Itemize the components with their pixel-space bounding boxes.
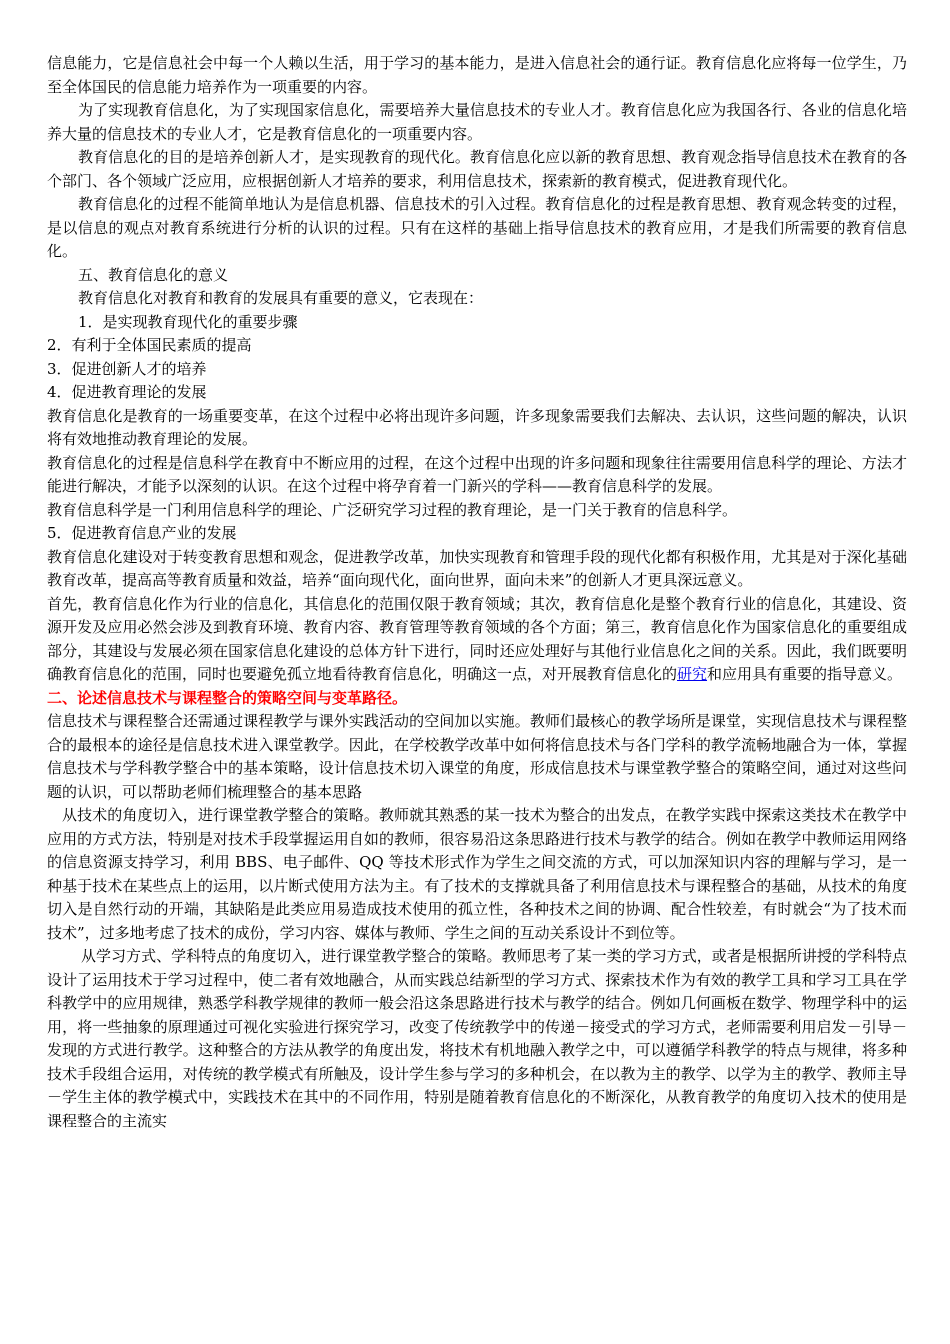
paragraph-process: 教育信息化的过程不能简单地认为是信息机器、信息技术的引入过程。教育信息化的过程是教育思想、教育观念转变的过程，是以信息的观点对教育系统进行分析的认识的过程。只有在这样的基础上指导信息技术的教育应用，才是我们所需要的教育信息化。: [47, 195, 907, 260]
paragraph-reform: 教育信息化是教育的一场重要变革，在这个过程中必将出现许多问题，许多现象需要我们去解决、去认识，这些问题的解决，认识将有效地推动教育理论的发展。: [47, 406, 907, 448]
paragraph-integration-space: 信息技术与课程整合还需通过课程教学与课外实践活动的空间加以实施。教师们最核心的教学场所是课堂，实现信息技术与课程整合的最根本的途径是信息技术进入课堂教学。因此，在学校教学改革中如何将信息技术与各门学科的教学流畅地融合为一体，掌握信息技术与学科教学整合中的基本策略，设计信息技术切入课堂的角度，形成信息技术与课堂教学整合的策略空间，通过对这些问题的认识，可以帮助老师们梳理整合的基本思路: [47, 712, 907, 801]
list-item-5: 5．促进教育信息产业的发展: [47, 524, 237, 542]
paragraph-significance-intro: 教育信息化对教育和教育的发展具有重要的意义，它表现在：: [78, 289, 484, 307]
paragraph-professional-talent: 为了实现教育信息化，为了实现国家信息化，需要培养大量信息技术的专业人才。教育信息化应为我国各行、各业的信息化培养大量的信息技术的专业人才，它是教育信息化的一项重要内容。: [47, 101, 907, 143]
question-heading-2: 二、论述信息技术与课程整合的策略空间与变革路径。: [47, 688, 408, 707]
paragraph-scope-text: 首先，教育信息化作为行业的信息化，其信息化的范围仅限于教育领域；其次，教育信息化是整个教育行业的信息化，其建设、资源开发及应用必然会涉及到教育环境、教育内容、教育管理等教育领域的各个方面；第三，教育信息化作为国家信息化的重要组成部分，其建设与发展必须在国家信息化建设的总体方针下进行，同时还应处理好与其他行业信息化之间的关系。因此，我们既要明确教育信息化的范围，同时也要避免孤立地看待教育信息化，明确这一点，对开展教育信息化的: [47, 594, 907, 683]
paragraph-purpose: 教育信息化的目的是培养创新人才，是实现教育的现代化。教育信息化应以新的教育思想、教育观念指导信息技术在教育的各个部门、各个领域广泛应用，应根据创新人才培养的要求，利用信息技术，探索新的教育模式，促进教育现代化。: [47, 148, 907, 190]
paragraph-scope: [47, 593, 907, 687]
list-item-1: 1．是实现教育现代化的重要步骤: [78, 312, 298, 331]
paragraph-information-ability: 信息能力，它是信息社会中每一个人赖以生活，用于学习的基本能力，是进入信息社会的通行证。教育信息化应将每一位学生，乃至全体国民的信息能力培养作为一项重要的内容。: [47, 54, 907, 96]
paragraph-information-science: 教育信息化的过程是信息科学在教育中不断应用的过程，在这个过程中出现的许多问题和现象往往需要用信息科学的理论、方法才能进行解决，才能予以深刻的认识。在这个过程中将孕育着一门新兴的学科——教育信息科学的发展。: [47, 453, 907, 495]
list-item-3: 3．促进创新人才的培养: [47, 359, 207, 378]
paragraph-education-information-science: 教育信息科学是一门利用信息科学的理论、广泛研究学习过程的教育理论，是一门关于教育的信息科学。: [47, 500, 738, 519]
paragraph-technology-angle: 从技术的角度切入，进行课堂教学整合的策略。教师就其熟悉的某一技术为整合的出发点，在教学实践中探索这类技术在教学中应用的方式方法，特别是对技术手段掌握运用自如的教师，很容易沿这条思路进行技术与教学的结合。例如在教学中教师运用网络的信息资源支持学习，利用 BBS、电子邮件、QQ 等技术形式作为学生之间交流的方式，可以加深知识内容的理解与学习，是一种基于技术在某些点上的运用，以片断式使用方法为主。有了技术的支撑就具备了利用信息技术与课程整合的基础，从技术的角度切入是自然行动的开端，其缺陷是此类应用易造成技术使用的孤立性，各种技术之间的协调、配合性较差，有时就会“为了技术而技术”，过多地考虑了技术的成份，学习内容、媒体与教师、学生之间的互动关系设计不到位等。: [47, 806, 907, 942]
section-heading-significance: 五、教育信息化的意义: [78, 265, 229, 284]
list-item-2: 2．有利于全体国民素质的提高: [47, 336, 252, 354]
paragraph-construction: 教育信息化建设对于转变教育思想和观念，促进教学改革，加快实现教育和管理手段的现代化都有积极作用，尤其是对于深化基础教育改革，提高高等教育质量和效益，培养“面向现代化，面向世界，面向未来”的创新人才更具深远意义。: [47, 547, 907, 589]
research-link[interactable]: 研究: [677, 665, 708, 683]
paragraph-learning-angle: 从学习方式、学科特点的角度切入，进行课堂教学整合的策略。教师思考了某一类的学习方式，或者是根据所讲授的学科特点设计了运用技术于学习过程中，使二者有效地融合，从而实践总结新型的学习方式、探索技术作为有效的教学工具和学习工具在学科教学中的应用规律，熟悉学科教学规律的教师一般会沿这条思路进行技术与教学的结合。例如几何画板在数学、物理学科中的运用，将一些抽象的原理通过可视化实验进行探究学习，改变了传统教学中的传递－接受式的学习方式，老师需要利用启发－引导－发现的方式进行教学。这种整合的方法从教学的角度出发，将技术有机地融入教学之中，可以遵循学科教学的特点与规律，将多种技术手段组合运用，对传统的教学模式有所触及，设计学生参与学习的多种机会，在以教为主的教学、以学为主的教学、教师主导－学生主体的教学模式中，实践技术在其中的不同作用，特别是随着教育信息化的不断深化，从教育教学的角度切入技术的使用是课程整合的主流实: [47, 947, 907, 1130]
paragraph-scope-end: 和应用具有重要的指导意义。: [707, 665, 903, 683]
list-item-4: 4．促进教育理论的发展: [47, 383, 207, 401]
document-page: [47, 52, 907, 1133]
